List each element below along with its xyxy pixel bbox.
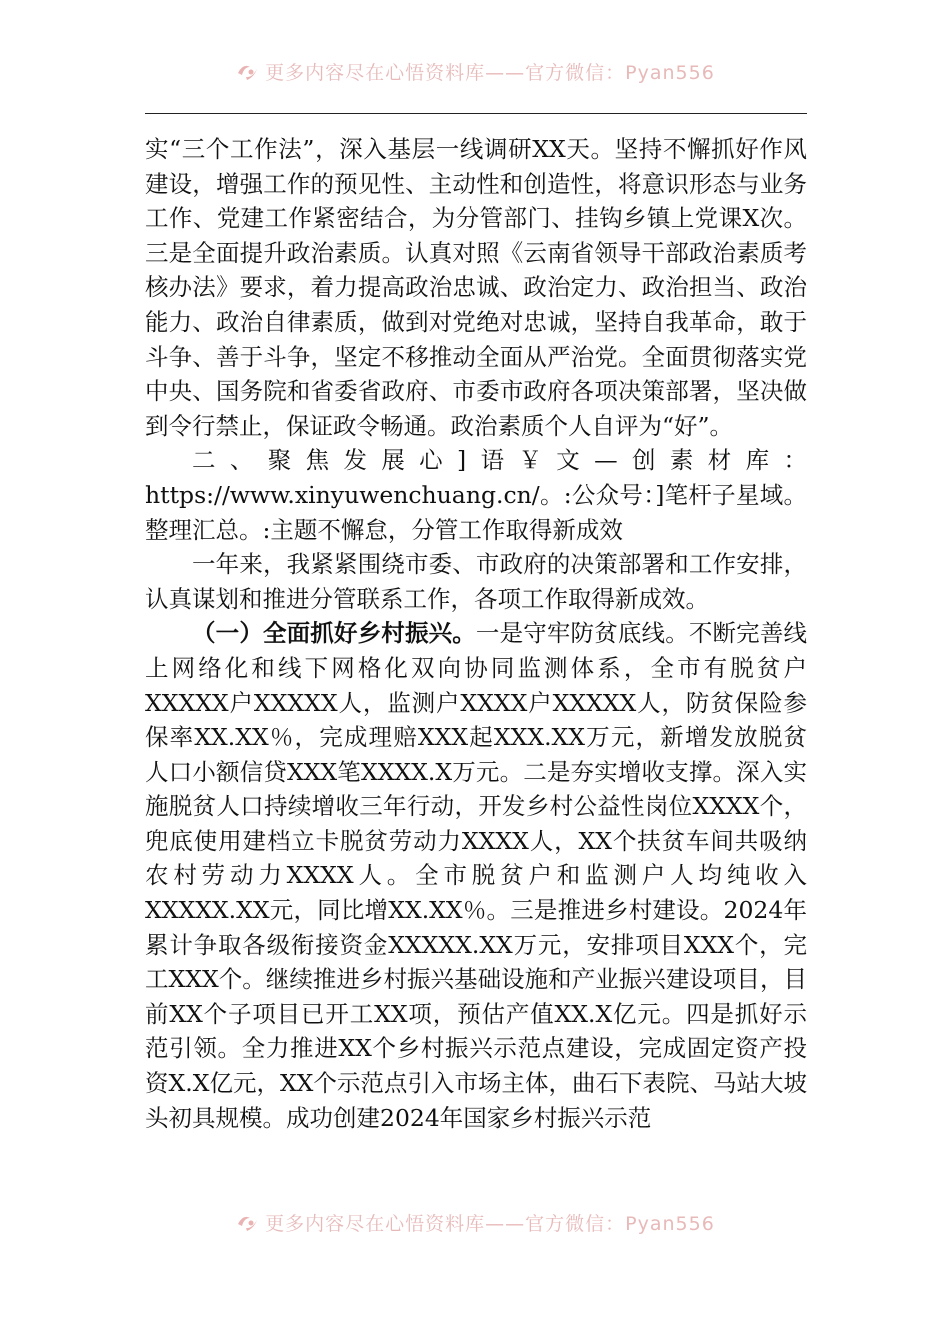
paragraph-rural-revitalization-text: 一是守牢防贫底线。不断完善线上网络化和线下网格化双向协同监测体系，全市有脱贫户XXXXX户XXXXX人，监测户XXXX户XXXXX人，防贫保险参保率XX.XX％，完成理赔XXX起XXX.XX万元，新增发放脱贫人口小额信贷XXX笔XXXX.X万元。二是夯实增收支撑。深入实施脱贫人口持续增收三年行动，开发乡村公益性岗位XXXX个，兜底使用建档立卡脱贫劳动力XXXX人，XX个扶贫车间共吸纳农村劳动力XXXX人。全市脱贫户和监测户人均纯收入XXXXX.XX元，同比增XX.XX％。三是推进乡村建设。2024年累计争取各级衔接资金XXXXX.XX万元，安排项目XXX个，完工XXX个。继续推进乡村振兴基础设施和产业振兴建设项目，目前XX个子项目已开工XX项，预估产值XX.X亿元。四是抓好示范引领。全力推进XX个乡村振兴示范点建设，完成固定资产投资X.X亿元，XX个示范点引入市场主体，曲石下表院、马站大坡头初具规模。成功创建2024年国家乡村振兴示范 [145, 619, 808, 1132]
subsection-heading: （一）全面抓好乡村振兴。 [192, 619, 476, 648]
paragraph-rural-revitalization [145, 616, 807, 1135]
footer-watermark [0, 1209, 950, 1237]
document-body [145, 132, 807, 1135]
brand-logo-icon [235, 1212, 261, 1237]
footer-watermark-text: 更多内容尽在心悟资料库——官方微信：Pyan556 [265, 1213, 715, 1235]
header-rule [145, 113, 807, 114]
paragraph-section-two-heading: 二、聚焦发展心]语￥文—创素材库：https://www.xinyuwenchuang.cn/。:公众号：]笔杆子星域。整理汇总。:主题不懈怠，分管工作取得新成效 [145, 446, 807, 544]
paragraph-political-quality: 实“三个工作法”，深入基层一线调研XX天。坚持不懈抓好作风建设，增强工作的预见性、主动性和创造性，将意识形态与业务工作、党建工作紧密结合，为分管部门、挂钩乡镇上党课X次。三是全面提升政治素质。认真对照《云南省领导干部政治素质考核办法》要求，着力提高政治忠诚、政治定力、政治担当、政治能力、政治自律素质，做到对党绝对忠诚，坚持自我革命，敢于斗争、善于斗争，坚定不移推动全面从严治党。全面贯彻落实党中央、国务院和省委省政府、市委市政府各项决策部署，坚决做到令行禁止，保证政令畅通。政治素质个人自评为“好”。 [145, 135, 807, 440]
header-watermark-text: 更多内容尽在心悟资料库——官方微信：Pyan556 [265, 62, 715, 84]
brand-logo-icon [235, 61, 261, 86]
paragraph-overview: 一年来，我紧紧围绕市委、市政府的决策部署和工作安排，认真谋划和推进分管联系工作，各项工作取得新成效。 [145, 550, 807, 613]
header-watermark [0, 58, 950, 86]
